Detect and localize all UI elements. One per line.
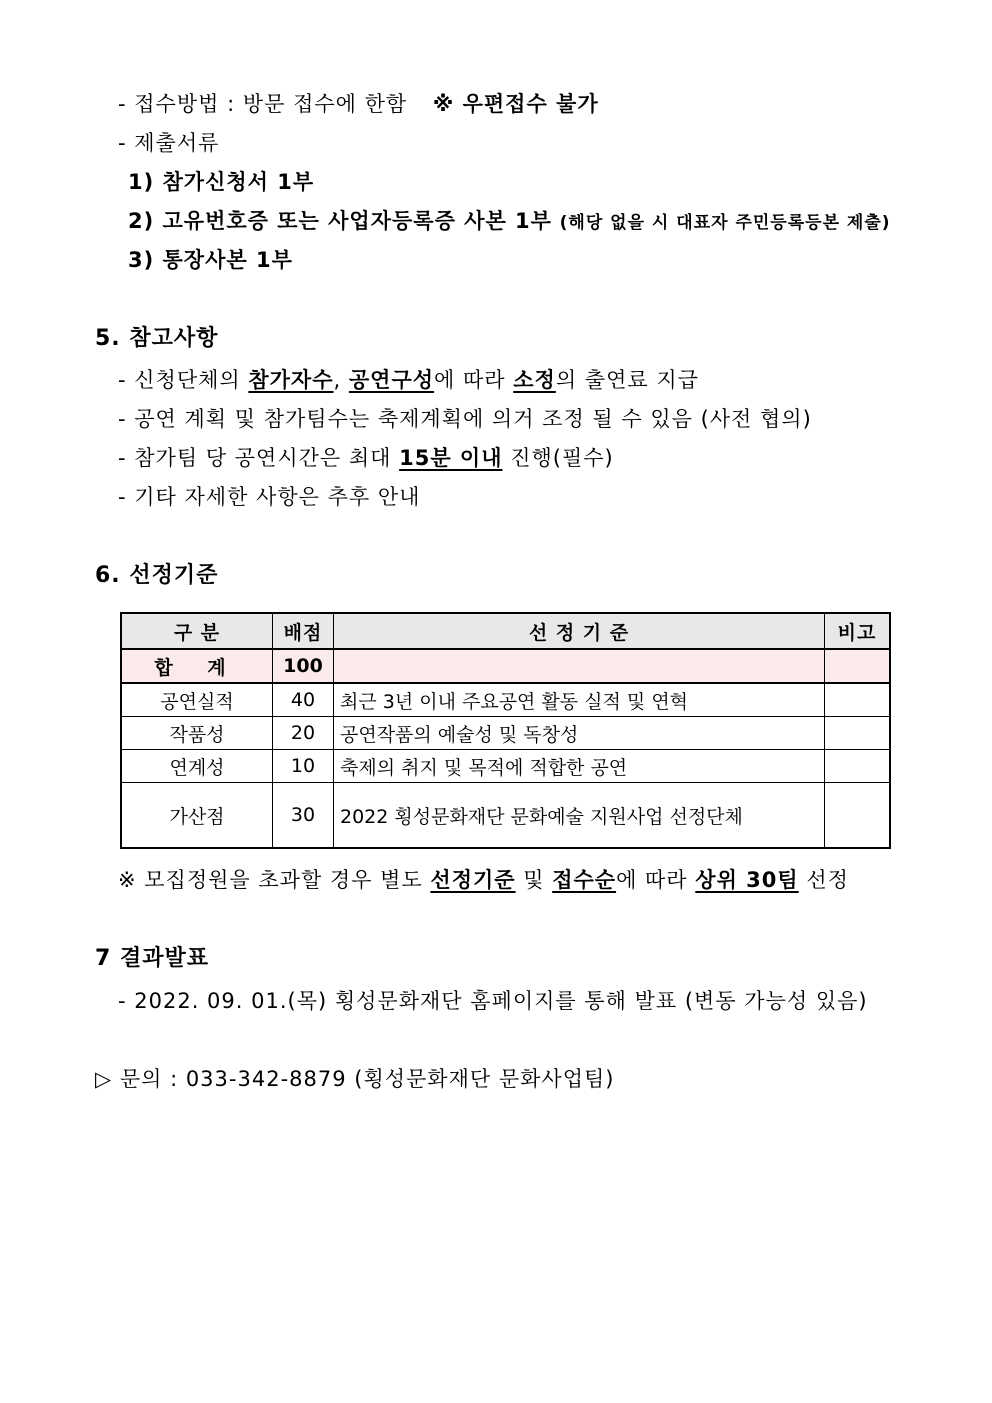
total-row — [121, 649, 890, 683]
row-score: 40 — [273, 683, 334, 717]
header-note: 비고 — [825, 613, 891, 649]
row-note — [825, 717, 891, 750]
text-span: 선정 — [798, 868, 849, 892]
table-header-row — [121, 613, 890, 649]
section5-line-2: - 공연 계획 및 참가팀수는 축제계획에 의거 조정 될 수 있음 (사전 협의) — [118, 407, 812, 431]
time-limit-emphasis: 15분 이내 — [399, 446, 503, 470]
row-score: 10 — [273, 750, 334, 783]
submission-docs-label: - 제출서류 — [118, 131, 220, 155]
total-criterion — [334, 649, 825, 683]
total-score: 100 — [273, 649, 334, 683]
row-criterion: 공연작품의 예술성 및 독창성 — [334, 717, 825, 750]
row-category: 공연실적 — [121, 683, 273, 717]
row-note — [825, 750, 891, 783]
text-span: 진행(필수) — [502, 446, 614, 470]
section7-heading: 7 결과발표 — [95, 946, 209, 971]
announcement-line: - 2022. 09. 01.(목) 횡성문화재단 홈페이지를 통해 발표 (변동 가능성 있음) — [118, 989, 868, 1013]
postal-not-allowed-note: ※ 우편접수 불가 — [432, 92, 599, 116]
row-criterion: 축제의 취지 및 목적에 적합한 공연 — [334, 750, 825, 783]
participants-emphasis: 참가자수 — [248, 368, 334, 392]
row-score: 20 — [273, 717, 334, 750]
table-row — [121, 783, 890, 849]
top-teams-emphasis: 상위 30팀 — [695, 868, 799, 892]
doc-item-2-note: (해당 없을 시 대표자 주민등록등본 제출) — [559, 213, 891, 233]
text-span: 에 따라 — [434, 368, 514, 392]
row-category: 연계성 — [121, 750, 273, 783]
row-criterion: 2022 횡성문화재단 문화예술 지원사업 선정단체 — [334, 783, 825, 849]
table-row — [121, 750, 890, 783]
order-emphasis: 접수순 — [552, 868, 617, 892]
prescribed-emphasis: 소정 — [513, 368, 556, 392]
selection-note — [118, 866, 849, 894]
text-span: - 참가팀 당 공연시간은 최대 — [118, 446, 400, 470]
doc-item-2-text: 2) 고유번호증 또는 사업자등록증 사본 1부 — [128, 209, 552, 233]
header-criterion: 선 정 기 준 — [334, 613, 825, 649]
header-category: 구 분 — [121, 613, 273, 649]
section6-heading: 6. 선정기준 — [95, 563, 219, 588]
text-span: ※ 모집정원을 초과할 경우 별도 — [118, 868, 431, 892]
criteria-emphasis: 선정기준 — [430, 868, 516, 892]
total-note — [825, 649, 891, 683]
selection-criteria-table — [120, 612, 891, 849]
section5-line-1 — [118, 366, 699, 394]
total-label: 합 계 — [121, 649, 273, 683]
doc-item-2 — [128, 207, 891, 237]
text-span: 및 — [515, 868, 553, 892]
row-criterion: 최근 3년 이내 주요공연 활동 실적 및 연혁 — [334, 683, 825, 717]
section5-line-3 — [118, 444, 614, 472]
submission-method-text: - 접수방법 : 방문 접수에 한함 — [118, 92, 408, 116]
text-span: 의 출연료 지급 — [555, 368, 699, 392]
doc-item-3: 3) 통장사본 1부 — [128, 248, 293, 272]
section5-line-4: - 기타 자세한 사항은 추후 안내 — [118, 485, 421, 509]
text-span: 에 따라 — [616, 868, 696, 892]
row-category: 작품성 — [121, 717, 273, 750]
text-span: , — [333, 368, 349, 392]
row-note — [825, 683, 891, 717]
doc-item-1: 1) 참가신청서 1부 — [128, 170, 315, 194]
submission-method — [118, 90, 599, 118]
table-row — [121, 683, 890, 717]
composition-emphasis: 공연구성 — [348, 368, 435, 392]
row-score: 30 — [273, 783, 334, 849]
row-category: 가산점 — [121, 783, 273, 849]
section5-heading: 5. 참고사항 — [95, 326, 219, 351]
contact-line: ▷ 문의 : 033-342-8879 (횡성문화재단 문화사업팀) — [95, 1067, 615, 1091]
table-row — [121, 717, 890, 750]
text-span: - 신청단체의 — [118, 368, 249, 392]
header-score: 배점 — [273, 613, 334, 649]
row-note — [825, 783, 891, 849]
